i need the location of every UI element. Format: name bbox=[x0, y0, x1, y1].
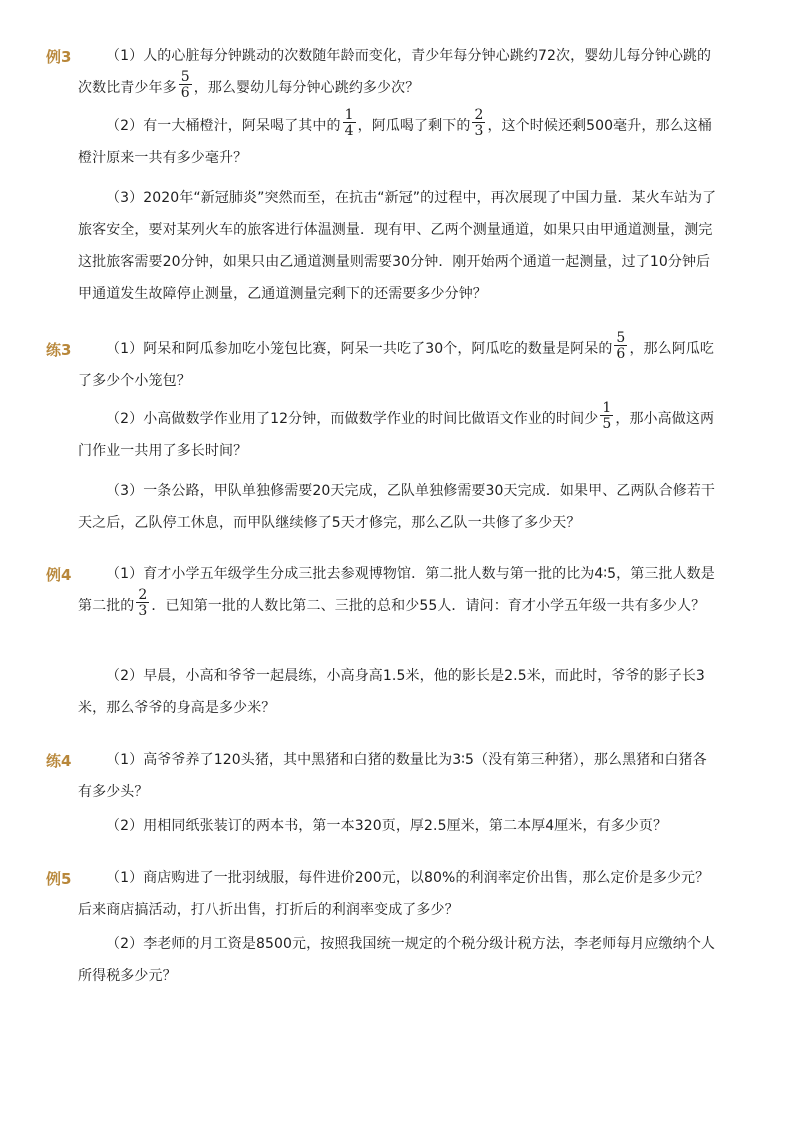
problem-text: （1）阿呆和阿瓜参加吃小笼包比赛，阿呆一共吃了30个，阿瓜吃的数量是阿呆的 bbox=[106, 341, 613, 357]
problem-item: （2）李老师的月工资是8500元，按照我国统一规定的个税分级计税方法，李老师每月应缴纳个人所得税多少元？ bbox=[78, 936, 716, 984]
section-tag: 例4 bbox=[46, 566, 72, 584]
problem-item: （2）用相同纸张装订的两本书，第一本320页，厚2.5厘米，第二本厚4厘米，有多少页？ bbox=[106, 818, 668, 834]
problem-text: （2）有一大桶橙汁，阿呆喝了其中的 bbox=[106, 118, 341, 134]
problem-text: ．已知第一批的人数比第二、三批的总和少55人．请问：育才小学五年级一共有多少人？ bbox=[151, 598, 706, 614]
problem-text: ，那么阿瓜吃了多少个小笼包？ bbox=[78, 341, 715, 389]
fraction: $\frac{5}{6}$ bbox=[616, 330, 626, 362]
fraction: $\frac{2}{3}$ bbox=[138, 587, 148, 619]
problem-item: （3）2020年“新冠肺炎”突然而至，在抗击“新冠”的过程中，再次展现了中国力量．某火车站为了旅客安全，要对某列火车的旅客进行体温测量．现有甲、乙两个测量通道，如果只由甲通道测量，测完这批旅客需要20分钟，如果只由乙通道测量则需要30分钟．刚开始两个通道一起测量，过了10分钟后甲通道发生故障停止测量，乙通道测量完剩下的还需要多少分钟？ bbox=[78, 190, 717, 302]
section-tag: 例5 bbox=[46, 870, 72, 888]
fraction: $\frac{1}{5}$ bbox=[602, 400, 612, 432]
problem-item bbox=[78, 107, 718, 174]
problem-text: （2）小高做数学作业用了12分钟，而做数学作业的时间比做语文作业的时间少 bbox=[106, 411, 599, 427]
problem-text: ，这个时候还剩500毫升，那么这桶橙汁原来一共有多少毫升？ bbox=[78, 118, 712, 166]
section-tag: 例3 bbox=[46, 48, 72, 66]
fraction: $\frac{1}{4}$ bbox=[344, 107, 354, 139]
problem-item bbox=[78, 330, 718, 397]
problem-item bbox=[78, 40, 718, 104]
problem-text: ，那小高做这两门作业一共用了多长时间？ bbox=[78, 411, 715, 459]
problem-item bbox=[78, 558, 718, 622]
section-tag: 练4 bbox=[46, 752, 72, 770]
section-tag: 练3 bbox=[46, 341, 72, 359]
problem-item: （1）高爷爷养了120头猪，其中黑猪和白猪的数量比为3∶5（没有第三种猪），那么黑猪和白猪各有多少头？ bbox=[78, 752, 707, 800]
problem-text: ，阿瓜喝了剩下的 bbox=[357, 118, 471, 134]
problem-item: （2）早晨，小高和爷爷一起晨练，小高身高1.5米，他的影长是2.5米，而此时，爷爷的影子长3米，那么爷爷的身高是多少米？ bbox=[78, 668, 705, 716]
problem-item bbox=[78, 400, 718, 467]
problem-text: （1）人的心脏每分钟跳动的次数随年龄而变化，青少年每分钟心跳约72次，婴幼儿每分钟心跳的次数比青少年多 bbox=[78, 48, 712, 96]
problem-item: （1）商店购进了一批羽绒服，每件进价200元，以80%的利润率定价出售，那么定价是多少元？后来商店搞活动，打八折出售，打折后的利润率变成了多少？ bbox=[78, 870, 710, 918]
problem-item: （3）一条公路，甲队单独修需要20天完成，乙队单独修需要30天完成．如果甲、乙两队合修若干天之后，乙队停工休息，而甲队继续修了5天才修完，那么乙队一共修了多少天？ bbox=[78, 483, 716, 531]
fraction: $\frac{2}{3}$ bbox=[474, 107, 484, 139]
fraction: $\frac{5}{6}$ bbox=[180, 69, 190, 101]
problem-text: （1）育才小学五年级学生分成三批去参观博物馆．第二批人数与第一批的比为4∶5，第三批人数是第二批的 bbox=[78, 566, 715, 614]
problem-text: ，那么婴幼儿每分钟心跳约多少次？ bbox=[193, 80, 420, 96]
